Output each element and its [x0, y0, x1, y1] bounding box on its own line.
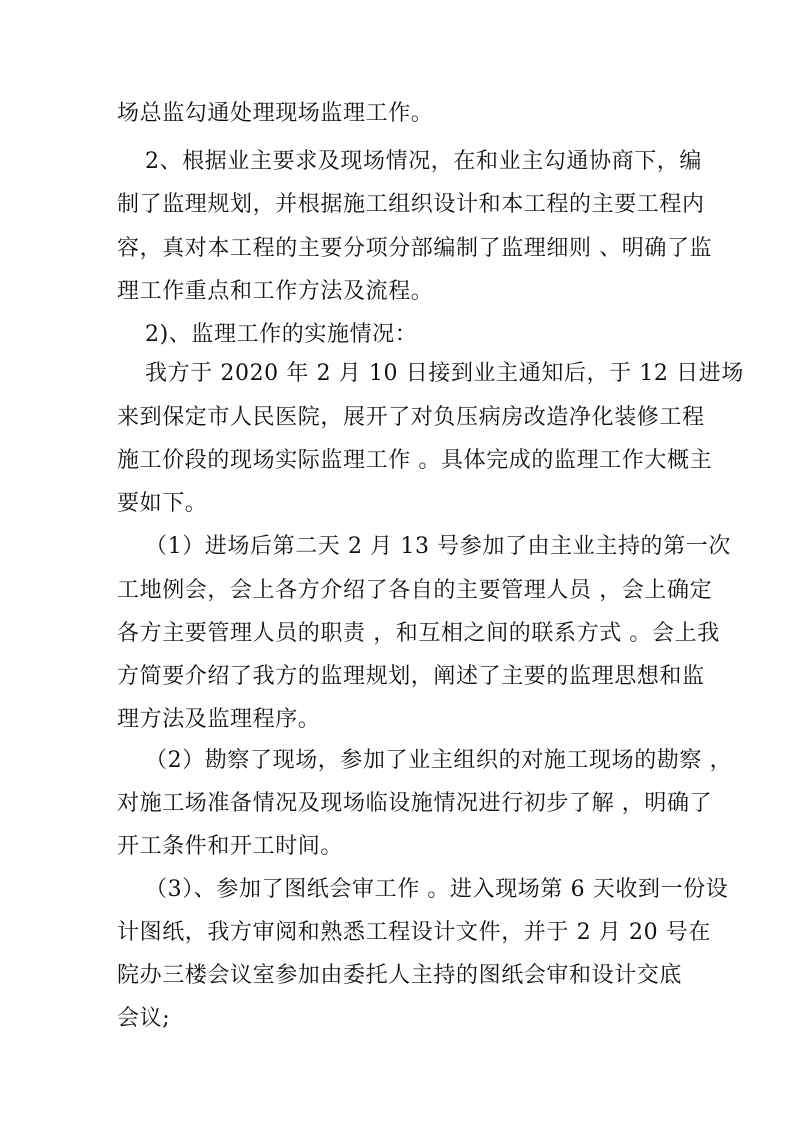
text-line: 施工价段的现场实际监理工作 。具体完成的监理工作大概主: [117, 448, 713, 473]
text-line: 各方主要管理人员的职责 ，和互相之间的联系方式 。会上我: [117, 621, 720, 646]
text-line: 场总监勾通处理现场监理工作。: [117, 101, 434, 126]
text-line: 院办三楼会议室参加由委托人主持的图纸会审和设计交底: [117, 963, 683, 988]
text-line: 2、根据业主要求及现场情况，在和业主勾通协商下，编: [145, 149, 702, 174]
text-line: 制了监理规划，并根据施工组织设计和本工程的主要工程内: [117, 192, 705, 217]
text-line: 理工作重点和工作方法及流程。: [117, 279, 434, 304]
text-line: 会议;: [117, 1006, 171, 1031]
text-line: 工地例会，会上各方介绍了各自的主要管理人员 ，会上确定: [117, 578, 713, 603]
text-line: 理方法及监理程序。: [117, 707, 321, 732]
text-line: 方简要介绍了我方的监理规划，阐述了主要的监理思想和监: [117, 664, 705, 689]
text-line: 2)、监理工作的实施情况：: [145, 322, 418, 347]
text-line: 容，真对本工程的主要分项分部编制了监理细则 、明确了监: [117, 236, 713, 261]
text-line: 开工条件和开工时间。: [117, 834, 344, 859]
text-line: 要如下。: [117, 491, 208, 516]
text-line: 计图纸，我方审阅和熟悉工程设计文件，并于 2 月 20 号在: [117, 920, 711, 945]
text-line: （3）、参加了图纸会审工作 。进入现场第 6 天收到一份设: [145, 877, 729, 902]
text-line: 对施工场准备情况及现场临设施情况进行初步了解 ，明确了: [117, 791, 713, 816]
text-line: 我方于 2020 年 2 月 10 日接到业主通知后，于 12 日进场: [145, 361, 744, 386]
text-line: （2）勘察了现场，参加了业主组织的对施工现场的勘察 ，: [145, 748, 733, 773]
text-line: 来到保定市人民医院，展开了对负压病房改造净化装修工程: [117, 405, 705, 430]
text-line: （1）进场后第二天 2 月 13 号参加了由主业主持的第一次: [145, 534, 731, 559]
